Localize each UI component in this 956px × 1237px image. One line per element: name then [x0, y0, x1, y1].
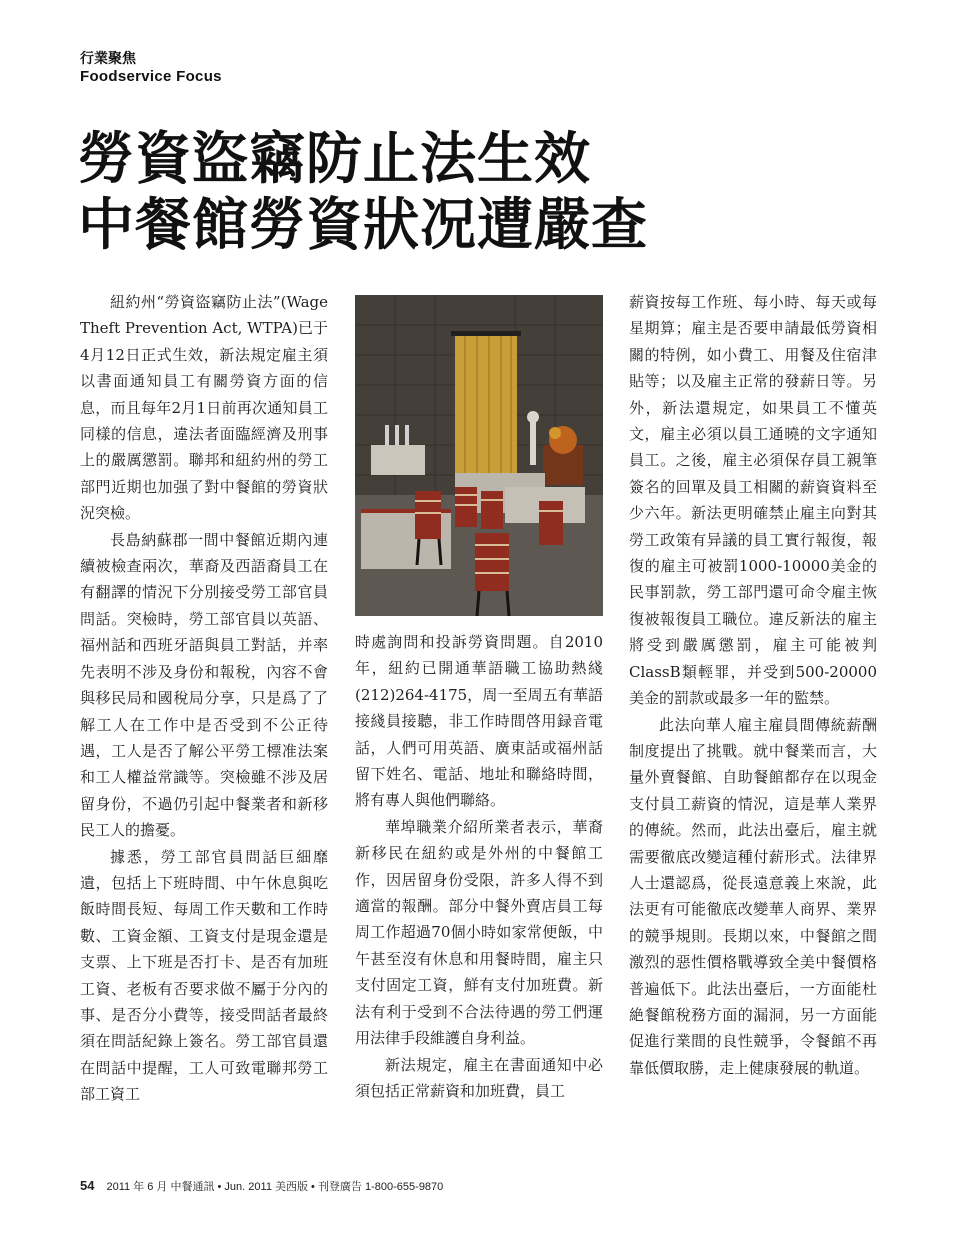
article-column-3	[629, 289, 877, 1081]
article-column-2	[355, 629, 603, 1104]
paragraph: 華埠職業介紹所業者表示，華裔新移民在紐約或是外州的中餐館工作，因居留身份受限，許多人得不到適當的報酬。部分中餐外賣店員工每周工作超過70個小時如家常便飯，中午甚至沒有休息和用餐時間，雇主只支付固定工資，鮮有支付加班費。新法有利于受到不合法待遇的勞工們運用法律手段維護自身利益。	[355, 817, 603, 1048]
article-column-1	[80, 289, 328, 1108]
section-title-chinese: 行業聚焦	[80, 51, 136, 67]
headline-line-1: 勞資盜竊防止法生效	[78, 126, 591, 192]
paragraph: 長島納蘇郡一間中餐館近期內連續被檢查兩次，華裔及西語裔員工在有翻譯的情況下分別接受勞工部官員問話。突檢時，勞工部官員以英語、福州話和西班牙語與員工對話，并率先表明不涉及身份和報稅，內容不會與移民局和國稅局分享，只是爲了了解工人在工作中是否受到不公正待遇，工人是否了解公平勞工標准法案和工人權益常識等。突檢雖不涉及居留身份，不過仍引起中餐業者和新移民工人的擔憂。	[80, 530, 328, 840]
restaurant-photo	[355, 295, 603, 616]
paragraph: 時處詢問和投訴勞資問題。自2010年，紐約已開通華語職工協助熱綫(212)264-4175，周一至周五有華語接綫員接聽，非工作時間啓用録音電話，人們可用英語、廣東話或福州話留下姓名、電話、地址和聯絡時間，將有專人與他們聯絡。	[355, 633, 603, 810]
paragraph: 薪資按每工作班、每小時、每天或每星期算；雇主是否要申請最低勞資相關的特例，如小費工、用餐及住宿津貼等；以及雇主正常的發薪日等。另外，新法還規定，如果員工不懂英文，雇主必須以員工通曉的文字通知員工。之後，雇主必須保存員工親筆簽名的回單及員工相關的薪資資料至少六年。新法更明確禁止雇主向對其勞工政策有异議的員工實行報復，報復的雇主可被罰1000-10000美金的民事罰款，勞工部門還可命令雇主恢復被報復員工職位。違反新法的雇主將受到嚴厲懲罰，雇主可能被判ClassB類輕罪，并受到500-20000美金的罰款或最多一年的監禁。	[629, 293, 877, 708]
page-number: 54	[80, 1178, 95, 1193]
section-label	[80, 50, 222, 86]
page-footer	[80, 1178, 443, 1194]
headline-line-2: 中餐館勞資狀况遭嚴查	[78, 192, 648, 258]
footer-publication-info: 2011 年 6 月 中餐通訊 • Jun. 2011 美西版 • 刊登廣告 1-800-655-9870	[106, 1181, 444, 1193]
paragraph: 紐約州“勞資盜竊防止法”(Wage Theft Prevention Act, WTPA)已于4月12日正式生效，新法規定雇主須以書面通知員工有關勞資方面的信息，而且每年2月1日前再次通知員工同樣的信息，違法者面臨經濟及刑事上的嚴厲懲罰。聯邦和紐約州的勞工部門近期也加强了對中餐館的勞資狀況突檢。	[80, 293, 328, 523]
section-title-english: Foodservice Focus	[80, 68, 222, 85]
paragraph: 此法向華人雇主雇員間傳統薪酬制度提出了挑戰。就中餐業而言，大量外賣餐館、自助餐館都存在以現金支付員工薪資的情況，這是華人業界的傳統。然而，此法出臺后，雇主就需要徹底改變這種付薪形式。法律界人士還認爲，從長遠意義上來說，此法更有可能徹底改變華人商界、業界的競爭規則。長期以來，中餐館之間激烈的惡性價格戰導致全美中餐價格普遍低下。此法出臺后，一方面能杜絶餐館稅務方面的漏洞，另一方面能促進行業間的良性競爭，令餐館不再靠低價取勝，走上健康發展的軌道。	[629, 715, 877, 1077]
paragraph: 新法規定，雇主在書面通知中必須包括正常薪資和加班費，員工	[355, 1055, 603, 1100]
article-headline	[78, 126, 858, 258]
paragraph: 據悉，勞工部官員問話巨細靡遺，包括上下班時間、中午休息與吃飯時間長短、每周工作天數和工作時數、工資金額、工資支付是現金還是支票、上下班是否打卡、是否有加班工資、老板有否要求做不屬于分內的事、是否分小費等，接受問話者最終須在問話紀錄上簽名。勞工部官員還在問話中提醒，工人可致電聯邦勞工部工資工	[80, 847, 328, 1104]
